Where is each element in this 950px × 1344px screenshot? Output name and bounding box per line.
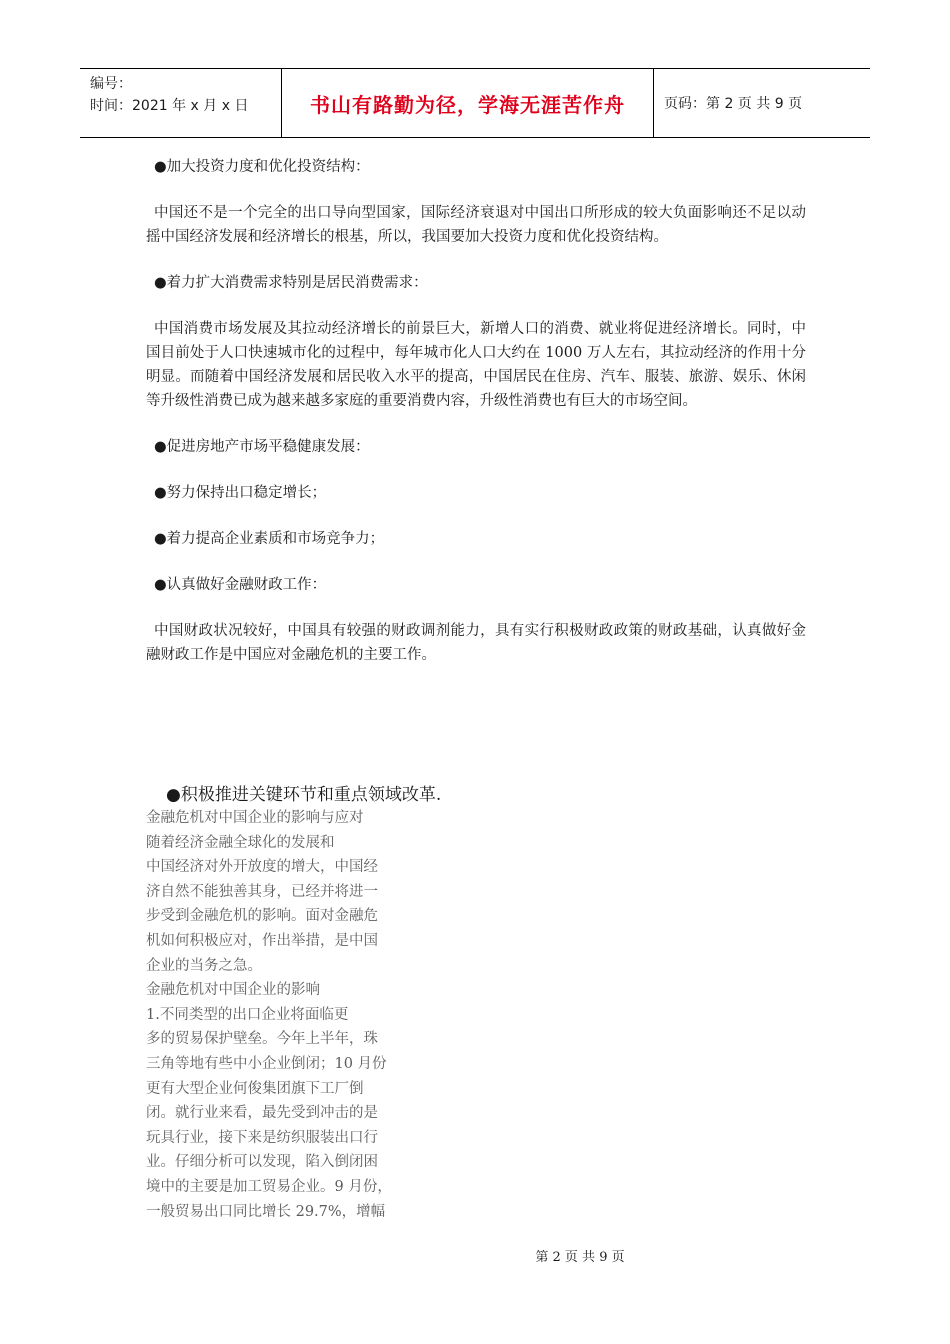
bullet-heading: ●着力扩大消费需求特别是居民消费需求： bbox=[154, 275, 428, 291]
excerpt-line: 玩具行业，接下来是纺织服装出口行 bbox=[146, 1129, 378, 1146]
excerpt-line: 多的贸易保护壁垒。今年上半年，珠 bbox=[146, 1031, 378, 1048]
bullet-heading: ●促进房地产市场平稳健康发展： bbox=[154, 439, 370, 455]
header-meta bbox=[80, 69, 282, 137]
excerpt-line: 企业的当务之急。 bbox=[146, 957, 262, 974]
header-page-info: 页码：第 2 页 共 9 页 bbox=[664, 96, 803, 112]
excerpt-line: 境中的主要是加工贸易企业。9 月份， bbox=[146, 1178, 392, 1195]
header-motto: 书山有路勤为径，学海无涯苦作舟 bbox=[282, 69, 654, 137]
excerpt-line: 随着经济金融全球化的发展和 bbox=[146, 834, 335, 851]
page-header bbox=[80, 68, 870, 138]
document-body bbox=[146, 155, 806, 689]
paragraph: 中国财政状况较好，中国具有较强的财政调剂能力，具有实行积极财政政策的财政基础，认真做好金融财政工作是中国应对金融危机的主要工作。 bbox=[146, 623, 806, 663]
bullet-heading: ●认真做好金融财政工作： bbox=[154, 577, 327, 593]
bullet-heading: ●努力保持出口稳定增长； bbox=[154, 485, 327, 501]
paragraph: 中国还不是一个完全的出口导向型国家，国际经济衰退对中国出口所形成的较大负面影响还不足以动摇中国经济发展和经济增长的根基，所以，我国要加大投资力度和优化投资结构。 bbox=[146, 205, 806, 245]
excerpt-line: 步受到金融危机的影响。面对金融危 bbox=[146, 908, 378, 925]
excerpt-line: 金融危机对中国企业的影响与应对 bbox=[146, 810, 364, 826]
excerpt-line: 更有大型企业何俊集团旗下工厂倒 bbox=[146, 1080, 364, 1097]
paragraph: 中国消费市场发展及其拉动经济增长的前景巨大，新增人口的消费、就业将促进经济增长。同时，中国目前处于人口快速城市化的过程中，每年城市化人口大约在 1000 万人左右，其拉动经济的作用十分明显。而随着中国经济发展和居民收入水平的提高，中国居民在住房、汽车、服装、旅游、娱乐、休闲等升级性消费已成为越来越多家庭的重要消费内容，升级性消费也有巨大的市场空间。 bbox=[146, 321, 806, 409]
bullet-heading: ●着力提高企业素质和市场竞争力； bbox=[154, 531, 385, 547]
excerpt-line: 机如何积极应对，作出举措，是中国 bbox=[146, 932, 378, 949]
number-label: 编号： bbox=[90, 76, 132, 92]
page-footer: 第 2 页 共 9 页 bbox=[535, 1250, 625, 1265]
excerpt-line: 1.不同类型的出口企业将面临更 bbox=[146, 1006, 349, 1023]
excerpt-line: 三角等地有些中小企业倒闭；10 月份 bbox=[146, 1055, 387, 1072]
excerpt-line: 金融危机对中国企业的影响 bbox=[146, 982, 320, 999]
date-label: 时间：2021 年 x 月 x 日 bbox=[90, 98, 249, 114]
excerpt-column bbox=[146, 806, 418, 1224]
excerpt-line: 济自然不能独善其身，已经并将进一 bbox=[146, 883, 378, 900]
bullet-heading: ●加大投资力度和优化投资结构： bbox=[154, 159, 370, 175]
excerpt-line: 闭。就行业来看，最先受到冲击的是 bbox=[146, 1105, 378, 1122]
excerpt-line: 一般贸易出口同比增长 29.7%，增幅 bbox=[146, 1203, 386, 1220]
excerpt-line: 中国经济对外开放度的增大，中国经 bbox=[146, 859, 378, 876]
excerpt-line: 业。仔细分析可以发现，陷入倒闭困 bbox=[146, 1154, 378, 1171]
section-heading: ●积极推进关键环节和重点领域改革. bbox=[166, 785, 442, 805]
